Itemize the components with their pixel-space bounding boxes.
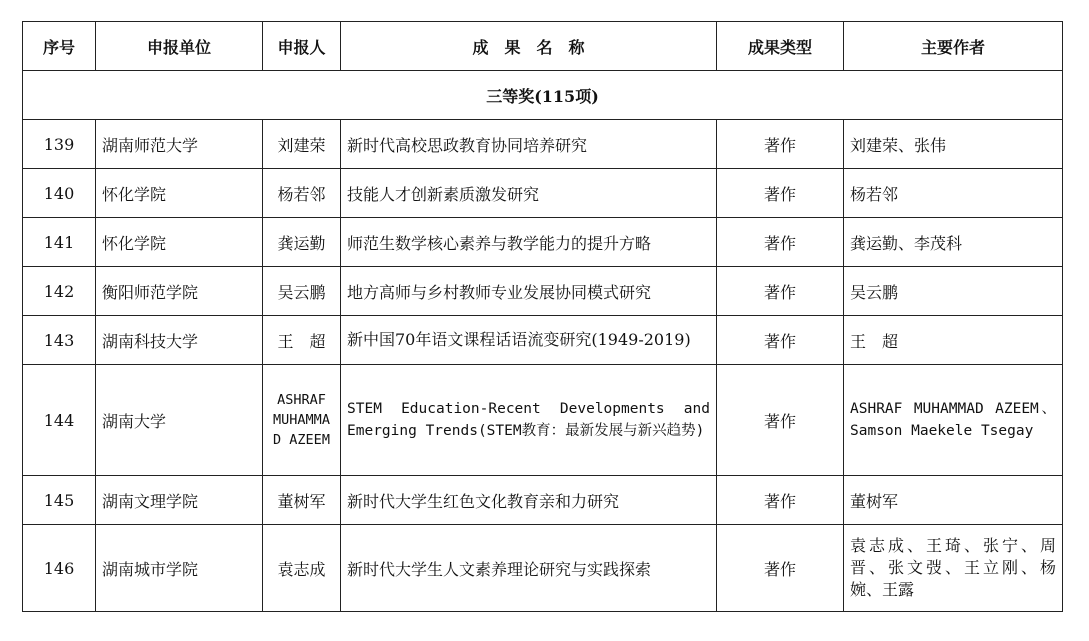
cell-applicant: 袁志成 <box>263 525 341 612</box>
cell-authors: 龚运勤、李茂科 <box>844 218 1063 267</box>
cell-title: 技能人才创新素质激发研究 <box>341 169 717 218</box>
cell-authors: 杨若邻 <box>844 169 1063 218</box>
cell-unit: 怀化学院 <box>96 169 263 218</box>
cell-type: 著作 <box>717 120 844 169</box>
cell-unit: 怀化学院 <box>96 218 263 267</box>
cell-title: 师范生数学核心素养与教学能力的提升方略 <box>341 218 717 267</box>
cell-no: 139 <box>23 120 96 169</box>
table-row <box>23 218 1063 267</box>
table-row <box>23 267 1063 316</box>
header-authors: 主要作者 <box>844 22 1063 71</box>
cell-no: 141 <box>23 218 96 267</box>
cell-no: 145 <box>23 476 96 525</box>
cell-applicant: 龚运勤 <box>263 218 341 267</box>
table-row <box>23 120 1063 169</box>
cell-title: 新时代大学生人文素养理论研究与实践探索 <box>341 525 717 612</box>
table-row <box>23 365 1063 476</box>
cell-title: STEM Education-Recent Developments and Emerging Trends(STEM教育：最新发展与新兴趋势) <box>341 365 717 476</box>
cell-no: 144 <box>23 365 96 476</box>
cell-title: 新时代高校思政教育协同培养研究 <box>341 120 717 169</box>
cell-no: 140 <box>23 169 96 218</box>
cell-unit: 湖南文理学院 <box>96 476 263 525</box>
table-row <box>23 476 1063 525</box>
cell-unit: 湖南大学 <box>96 365 263 476</box>
cell-type: 著作 <box>717 365 844 476</box>
table-row <box>23 525 1063 612</box>
cell-no: 143 <box>23 316 96 365</box>
cell-applicant: 刘建荣 <box>263 120 341 169</box>
cell-unit: 湖南师范大学 <box>96 120 263 169</box>
cell-type: 著作 <box>717 316 844 365</box>
cell-authors: 董树军 <box>844 476 1063 525</box>
cell-authors: 刘建荣、张伟 <box>844 120 1063 169</box>
header-row <box>23 22 1063 71</box>
cell-type: 著作 <box>717 169 844 218</box>
cell-type: 著作 <box>717 476 844 525</box>
header-title: 成 果 名 称 <box>341 22 717 71</box>
header-applicant: 申报人 <box>263 22 341 71</box>
cell-authors: 王 超 <box>844 316 1063 365</box>
section-title: 三等奖(115项) <box>23 71 1063 120</box>
cell-authors: 袁志成、王琦、张宁、周晋、张文弢、王立刚、杨婉、王露 <box>844 525 1063 612</box>
header-unit: 申报单位 <box>96 22 263 71</box>
cell-type: 著作 <box>717 267 844 316</box>
section-row <box>23 71 1063 120</box>
table-row <box>23 316 1063 365</box>
header-no: 序号 <box>23 22 96 71</box>
cell-unit: 湖南科技大学 <box>96 316 263 365</box>
cell-authors: 吴云鹏 <box>844 267 1063 316</box>
cell-title: 地方高师与乡村教师专业发展协同模式研究 <box>341 267 717 316</box>
cell-applicant: 王 超 <box>263 316 341 365</box>
cell-title: 新时代大学生红色文化教育亲和力研究 <box>341 476 717 525</box>
table-row <box>23 169 1063 218</box>
cell-type: 著作 <box>717 218 844 267</box>
cell-title: 新中国70年语文课程话语流变研究(1949-2019) <box>341 316 717 365</box>
cell-applicant: 杨若邻 <box>263 169 341 218</box>
cell-no: 142 <box>23 267 96 316</box>
cell-applicant: ASHRAF MUHAMMAD AZEEM <box>263 365 341 476</box>
cell-type: 著作 <box>717 525 844 612</box>
header-type: 成果类型 <box>717 22 844 71</box>
cell-authors: ASHRAF MUHAMMAD AZEEM、Samson Maekele Tsegay <box>844 365 1063 476</box>
cell-unit: 湖南城市学院 <box>96 525 263 612</box>
cell-applicant: 董树军 <box>263 476 341 525</box>
cell-no: 146 <box>23 525 96 612</box>
awards-table <box>22 21 1063 612</box>
cell-applicant: 吴云鹏 <box>263 267 341 316</box>
cell-unit: 衡阳师范学院 <box>96 267 263 316</box>
